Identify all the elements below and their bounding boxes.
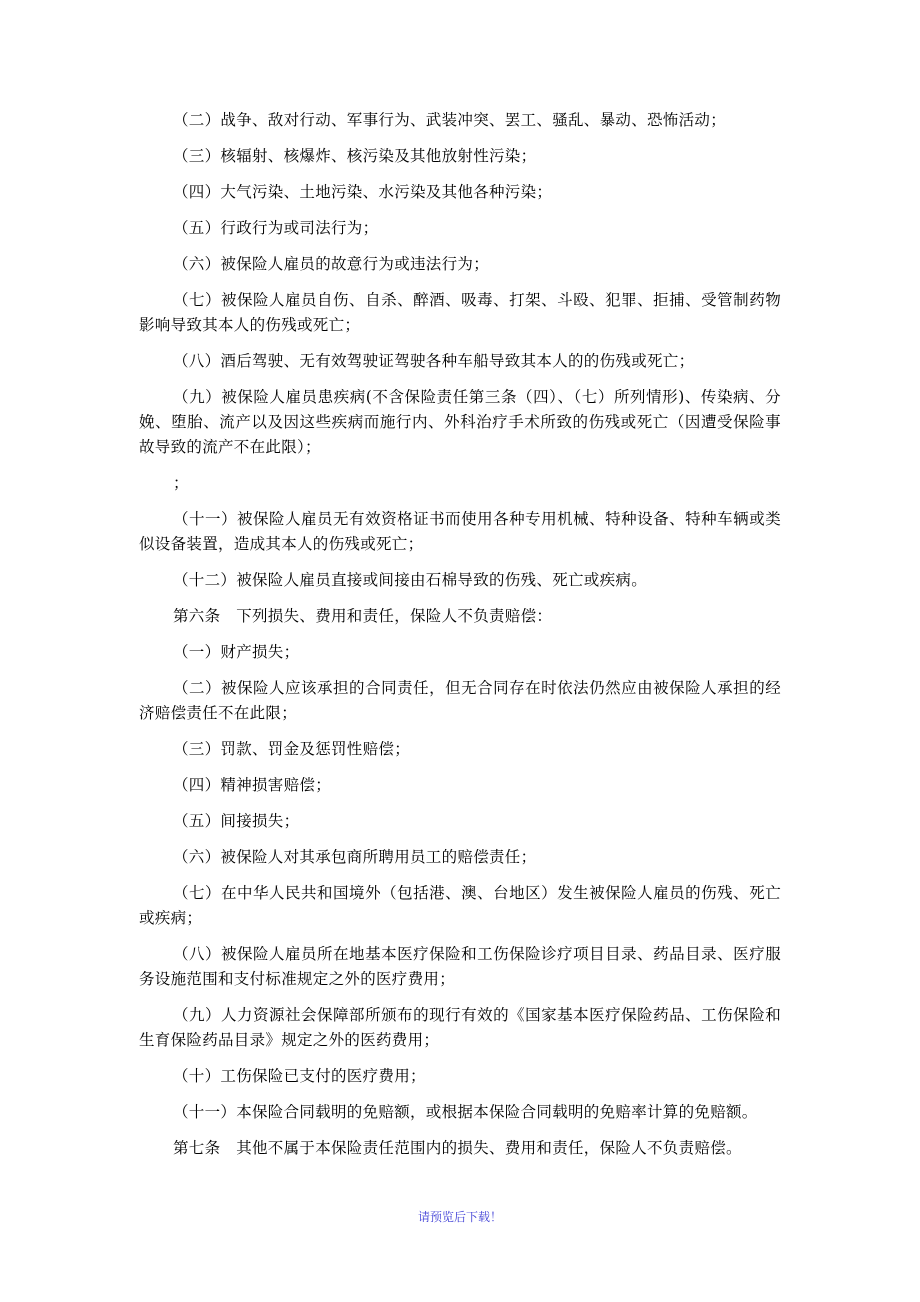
download-notice: 请预览后下载！ (417, 1210, 502, 1224)
clause-item: （九）人力资源社会保障部所颁布的现行有效的《国家基本医疗保险药品、工伤保险和生育保险药品目录》规定之外的医药费用； (139, 1006, 781, 1049)
clause-item: ； (173, 474, 189, 492)
clause-item: （十一）本保险合同载明的免赔额，或根据本保险合同载明的免赔率计算的免赔额。 (173, 1103, 758, 1121)
clause-item: （四）大气污染、土地污染、水污染及其他各种污染； (173, 183, 553, 201)
clause-item: （五）间接损失； (173, 812, 300, 830)
article-heading: 第七条 其他不属于本保险责任范围内的损失、费用和责任，保险人不负责赔偿。 (173, 1139, 742, 1157)
clause-item: （六）被保险人雇员的故意行为或违法行为； (173, 255, 490, 273)
clause-item: （七）在中华人民共和国境外（包括港、澳、台地区）发生被保险人雇员的伤残、死亡或疾病； (139, 884, 781, 927)
clause-item: （二）战争、敌对行动、军事行为、武装冲突、罢工、骚乱、暴动、恐怖活动； (173, 111, 727, 129)
article-heading: 第六条 下列损失、费用和责任，保险人不负责赔偿： (173, 607, 553, 625)
clause-item: （十一）被保险人雇员无有效资格证书而使用各种专用机械、特种设备、特种车辆或类似设备装置，造成其本人的伤残或死亡； (139, 510, 781, 553)
clause-item: （八）被保险人雇员所在地基本医疗保险和工伤保险诊疗项目目录、药品目录、医疗服务设施范围和支付标准规定之外的医疗费用； (139, 945, 781, 988)
clause-item: （十二）被保险人雇员直接或间接由石棉导致的伤残、死亡或疾病。 (173, 571, 648, 589)
clause-item: （三）罚款、罚金及惩罚性赔偿； (173, 740, 411, 758)
clause-item: （四）精神损害赔偿； (173, 776, 332, 794)
document-body (139, 108, 781, 1172)
clause-item: （十）工伤保险已支付的医疗费用； (173, 1067, 426, 1085)
clause-item: （六）被保险人对其承包商所聘用员工的赔偿责任； (173, 848, 537, 866)
clause-item: （一）财产损失； (173, 643, 300, 661)
clause-item: （七）被保险人雇员自伤、自杀、醉酒、吸毒、打架、斗殴、犯罪、拒捕、受管制药物影响导致其本人的伤残或死亡； (139, 291, 781, 334)
clause-item: （三）核辐射、核爆炸、核污染及其他放射性污染； (173, 147, 537, 165)
clause-item: （八）酒后驾驶、无有效驾驶证驾驶各种车船导致其本人的的伤残或死亡； (173, 352, 695, 370)
clause-item: （九）被保险人雇员患疾病(不含保险责任第三条（四）、（七）所列情形)、传染病、分娩、堕胎、流产以及因这些疾病而施行内、外科治疗手术所致的伤残或死亡（因遭受保险事故导致的流产不在此限）； (139, 388, 781, 456)
clause-item: （二）被保险人应该承担的合同责任，但无合同存在时依法仍然应由被保险人承担的经济赔偿责任不在此限； (139, 679, 781, 722)
clause-item: （五）行政行为或司法行为； (173, 219, 379, 237)
